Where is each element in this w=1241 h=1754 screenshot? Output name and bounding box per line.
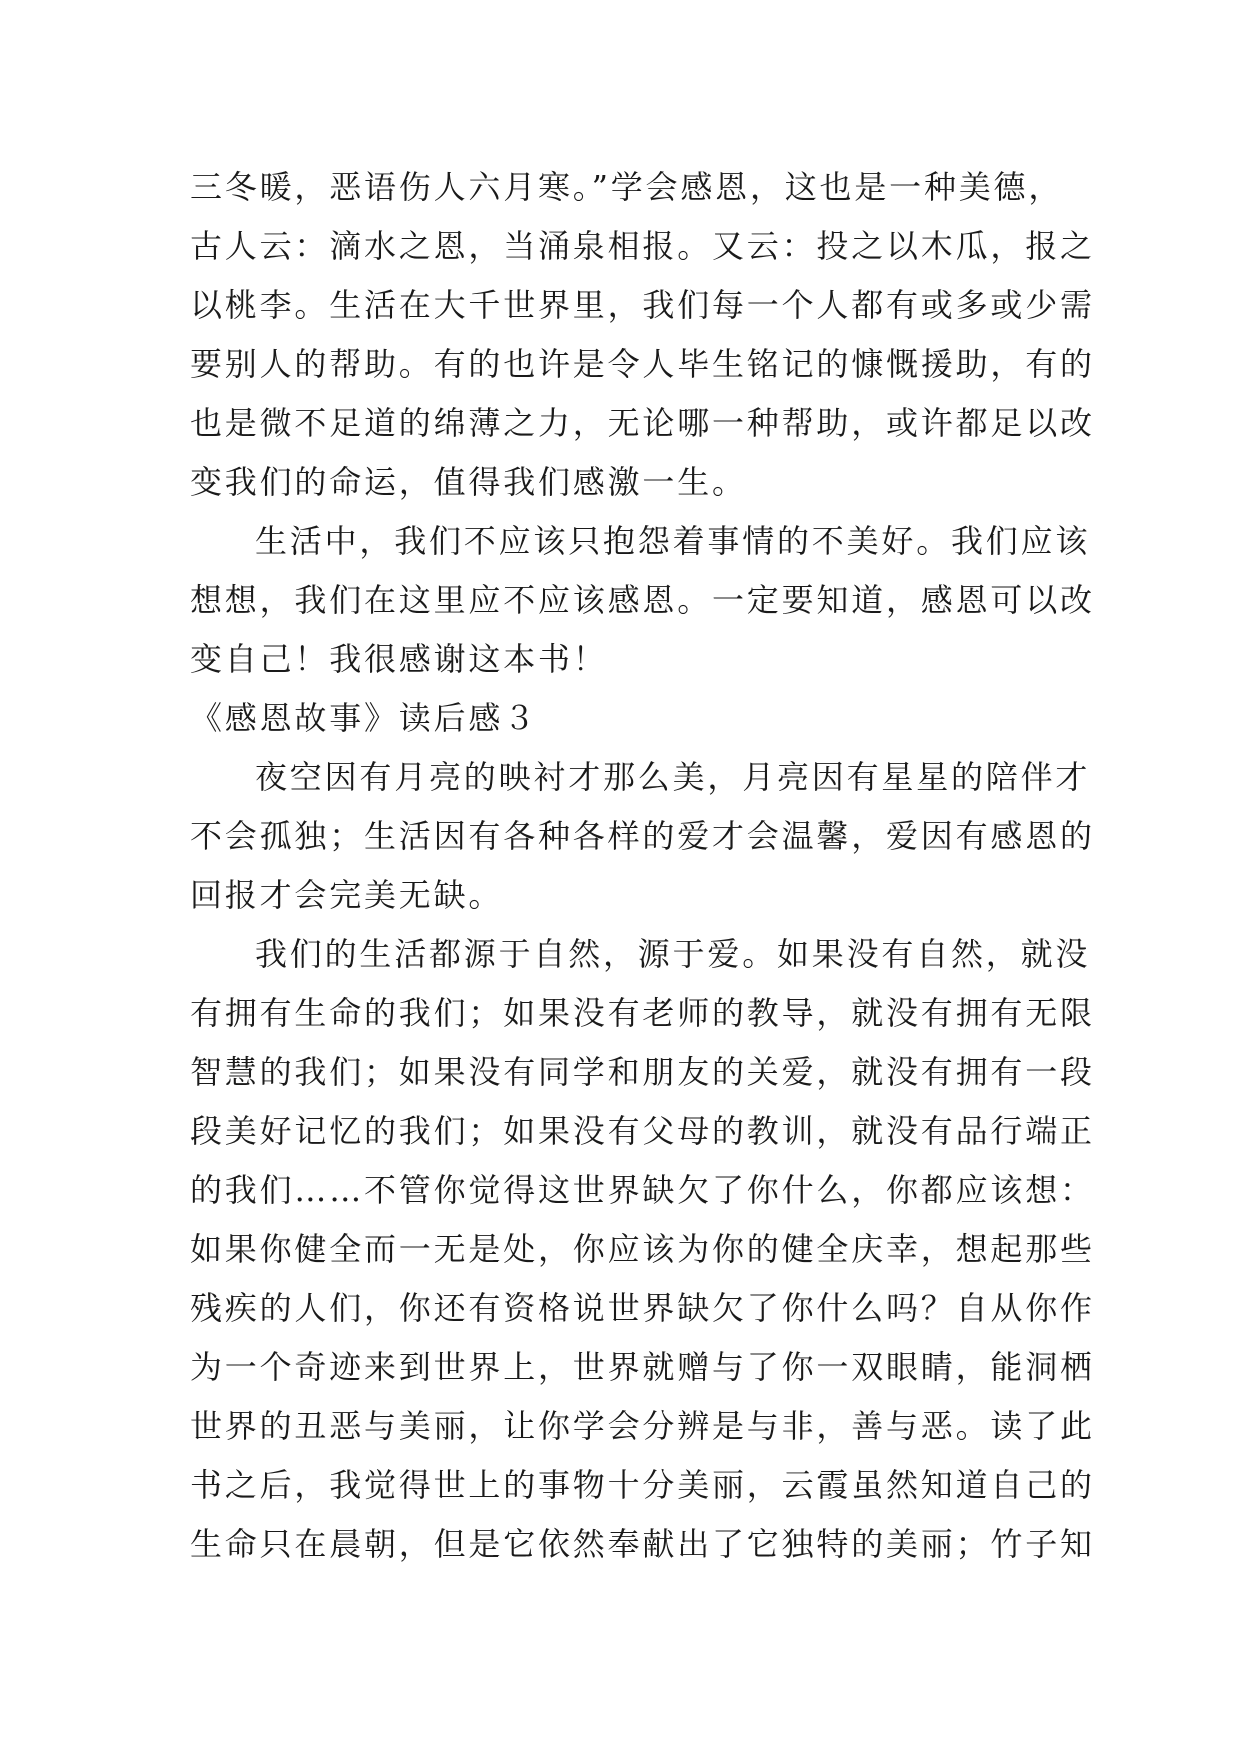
text-line: 古人云：滴水之恩，当涌泉相报。又云：投之以木瓜，报之 [190,227,1095,265]
text-line: 也是微不足道的绵薄之力，无论哪一种帮助，或许都足以改 [190,404,1095,442]
paragraph-nature-and-love [190,925,1095,1574]
text-line: 回报才会完美无缺。 [190,876,504,914]
paragraph-life-complaints [190,512,1095,689]
section-heading: 《感恩故事》读后感３ [190,699,539,737]
text-line: 以桃李。生活在大千世界里，我们每一个人都有或多或少需 [190,286,1095,324]
document-body [190,158,1095,1574]
text-line: 段美好记忆的我们；如果没有父母的教训，就没有品行端正 [190,1112,1095,1150]
paragraph-night-sky [190,748,1095,925]
text-line: 想想，我们在这里应不应该感恩。一定要知道，感恩可以改 [190,581,1095,619]
text-line: 我们的生活都源于自然，源于爱。如果没有自然，就没 [255,935,1091,973]
paragraph-gratitude-virtue [190,158,1095,512]
text-line: 要别人的帮助。有的也许是令人毕生铭记的慷慨援助，有的 [190,345,1095,383]
text-line: 生命只在晨朝，但是它依然奉献出了它独特的美丽；竹子知 [190,1525,1095,1563]
text-line: 残疾的人们，你还有资格说世界缺欠了你什么吗？自从你作 [190,1289,1095,1327]
text-line: 智慧的我们；如果没有同学和朋友的关爱，就没有拥有一段 [190,1053,1095,1091]
text-line: 如果你健全而一无是处，你应该为你的健全庆幸，想起那些 [190,1230,1095,1268]
text-line: 有拥有生命的我们；如果没有老师的教导，就没有拥有无限 [190,994,1095,1032]
text-line: 为一个奇迹来到世界上，世界就赠与了你一双眼睛，能洞栖 [190,1348,1095,1386]
text-line: 生活中，我们不应该只抱怨着事情的不美好。我们应该 [255,522,1091,560]
text-line: 变我们的命运，值得我们感激一生。 [190,463,747,501]
text-line: 不会孤独；生活因有各种各样的爱才会温馨，爱因有感恩的 [190,817,1095,855]
text-line: 的我们……不管你觉得这世界缺欠了你什么，你都应该想： [190,1171,1095,1209]
text-line: 世界的丑恶与美丽，让你学会分辨是与非，善与恶。读了此 [190,1407,1095,1445]
text-line: 书之后，我觉得世上的事物十分美丽，云霞虽然知道自己的 [190,1466,1095,1504]
text-line: 三冬暖，恶语伤人六月寒。”学会感恩，这也是一种美德， [190,168,1064,206]
text-line: 夜空因有月亮的映衬才那么美，月亮因有星星的陪伴才 [255,758,1091,796]
text-line: 变自己！我很感谢这本书！ [190,640,608,678]
